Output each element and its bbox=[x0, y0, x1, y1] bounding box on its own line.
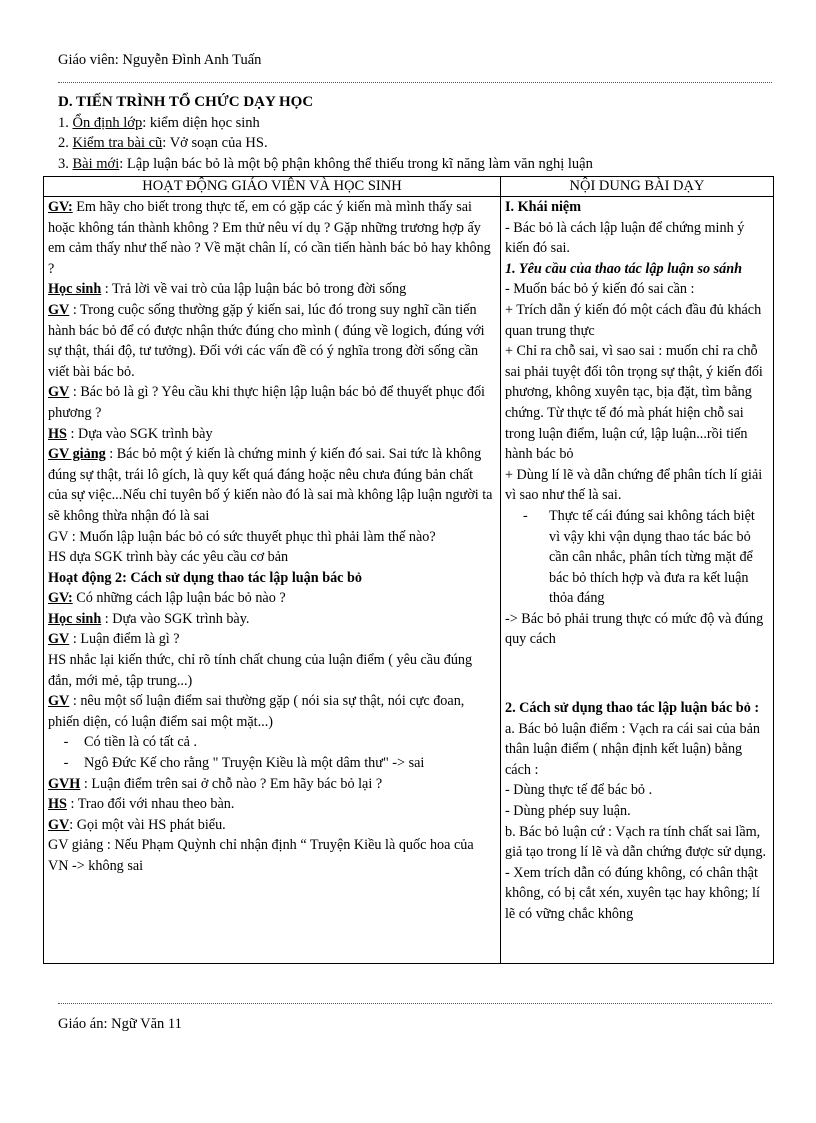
header-divider bbox=[58, 82, 772, 83]
paragraph-text: - Dùng phép suy luận. bbox=[504, 803, 631, 820]
paragraph-text: : Dựa vào SGK trình bày bbox=[66, 425, 213, 442]
paragraph-text: + Chỉ ra chỗ sai, vì sao sai : muốn chỉ ra chỗ sai phải tuyệt đối tôn trọng sự thật, ý kiến đối phương, không xuyên tạc, bịa đặt, tìm bằng chứng. Từ thực tế đó mà phát hiện chỗ sai trong luận điểm, luận cứ, lập luận...rồi tiến hành bác bỏ bbox=[504, 343, 763, 463]
paragraph-text: - Xem trích dẫn có đúng không, có chân thật không, có bị cắt xén, xuyên tạc hay không; lí lẽ có vững chắc không bbox=[504, 864, 760, 922]
paragraph-text: + Dùng lí lẽ và dẫn chứng để phân tích lí giải vì sao như thế là sai. bbox=[504, 466, 763, 504]
step-3: 3. Bài mới: Lập luận bác bỏ là một bộ phận không thể thiếu trong kĩ năng làm văn nghị luận bbox=[58, 156, 593, 172]
bullet-item bbox=[48, 732, 496, 753]
paragraph-text: HS dựa SGK trình bày các yêu cầu cơ bản bbox=[48, 549, 289, 566]
section-title: D. TIẾN TRÌNH TỔ CHỨC DẠY HỌC bbox=[58, 94, 314, 110]
paragraph bbox=[505, 863, 769, 925]
speaker-label: GV bbox=[48, 631, 70, 648]
paragraph-text: Có những cách lập luận bác bỏ nào ? bbox=[72, 590, 286, 607]
bold-heading: 2. Cách sử dụng thao tác lập luận bác bỏ : bbox=[504, 700, 760, 717]
bullet-item bbox=[505, 506, 769, 609]
activities-cell bbox=[44, 197, 501, 964]
speaker-label: GV giảng bbox=[48, 446, 106, 463]
paragraph-text: - Bác bỏ là cách lập luận để chứng minh ý kiến đó sai. bbox=[504, 219, 745, 257]
paragraph-text: : Dựa vào SGK trình bày. bbox=[101, 610, 250, 627]
paragraph-text: b. Bác bỏ luận cứ : Vạch ra tính chất sai lầm, giả tạo trong lí lẽ và dẫn chứng được sử dụng. bbox=[504, 823, 767, 861]
bold-heading: I. Khái niệm bbox=[504, 199, 582, 215]
speaker-label: GVH bbox=[48, 775, 81, 792]
teacher-name: Giáo viên: Nguyễn Đình Anh Tuấn bbox=[58, 52, 262, 68]
paragraph-text: : Trong cuộc sống thường gặp ý kiến sai, lúc đó trong suy nghĩ cần tiến hành bác bỏ để có được nhận thức đúng cho mình ( đúng về logich, đúng với sự thật, thái độ, tư tưởng). Đối với các vấn đề có ý nghĩa trong đời sống cần viết bài bác bỏ. bbox=[48, 301, 485, 380]
speaker-label: GV bbox=[48, 816, 70, 833]
paragraph-text: - Muốn bác bỏ ý kiến đó sai cần : bbox=[504, 281, 695, 298]
step-text: : Lập luận bác bỏ là một bộ phận không thể thiếu trong kĩ năng làm văn nghị luận bbox=[119, 156, 593, 172]
bullet-text: Ngô Đức Kế cho rằng " Truyện Kiều là một dâm thư" -> sai bbox=[84, 755, 425, 772]
paragraph bbox=[48, 815, 496, 836]
paragraph bbox=[48, 547, 496, 568]
content-list bbox=[505, 197, 769, 925]
column-header-activities: HOẠT ĐỘNG GIÁO VIÊN VÀ HỌC SINH bbox=[44, 177, 501, 197]
paragraph bbox=[505, 780, 769, 801]
paragraph bbox=[505, 822, 769, 863]
paragraph bbox=[48, 588, 496, 609]
bullet-text: Có tiền là có tất cả . bbox=[84, 734, 198, 751]
lesson-table bbox=[43, 176, 774, 964]
paragraph bbox=[48, 794, 496, 815]
paragraph-text: a. Bác bỏ luận điểm : Vạch ra cái sai của bản thân luận điểm ( nhận định kết luận) bằng cách : bbox=[504, 720, 760, 778]
paragraph bbox=[48, 691, 496, 732]
bullet-dash: - bbox=[63, 734, 69, 751]
speaker-label: HS bbox=[48, 425, 67, 442]
paragraph bbox=[48, 650, 496, 691]
paragraph bbox=[505, 300, 769, 341]
step-text: : kiểm diện học sinh bbox=[142, 115, 260, 131]
footer-text: Giáo án: Ngữ Văn 11 bbox=[58, 1016, 182, 1032]
speaker-label: GV bbox=[48, 693, 70, 710]
paragraph-text: HS nhắc lại kiến thức, chỉ rõ tính chất chung của luận điểm ( yêu cầu đúng đắn, mới mẻ, tập trung...) bbox=[48, 652, 473, 689]
paragraph bbox=[505, 719, 769, 781]
paragraph-text: : nêu một số luận điểm sai thường gặp ( nói sia sự thật, nói cực đoan, phiến diện, có luận điểm sai một mặt...) bbox=[48, 693, 465, 730]
bold-heading: Hoạt động 2: Cách sử dụng thao tác lập luận bác bỏ bbox=[48, 569, 363, 586]
paragraph bbox=[48, 527, 496, 548]
step-label: Bài mới bbox=[72, 156, 120, 172]
paragraph-text: -> Bác bỏ phải trung thực có mức độ và đúng quy cách bbox=[504, 610, 764, 648]
bullet-dash: - bbox=[63, 755, 69, 772]
step-1: 1. Ổn định lớp: kiểm diện học sinh bbox=[58, 115, 260, 131]
paragraph-text: : Luận điểm là gì ? bbox=[69, 631, 180, 648]
speaker-label: GV: bbox=[48, 199, 73, 215]
speaker-label: GV bbox=[48, 384, 70, 401]
paragraph bbox=[48, 609, 496, 630]
paragraph-text: : Bác bỏ là gì ? Yêu cầu khi thực hiện lập luận bác bỏ để thuyết phục đối phương ? bbox=[48, 384, 485, 421]
paragraph-text: : Trao đổi với nhau theo bàn. bbox=[66, 796, 235, 813]
paragraph-text: : Trả lời về vai trò của lập luận bác bỏ trong đời sống bbox=[101, 281, 407, 298]
paragraph bbox=[48, 629, 496, 650]
speaker-label: Học sinh bbox=[48, 281, 102, 298]
content-cell bbox=[500, 197, 773, 964]
paragraph bbox=[505, 801, 769, 822]
speaker-label: GV: bbox=[48, 590, 73, 607]
paragraph-text: - Dùng thực tế để bác bỏ . bbox=[504, 782, 653, 799]
paragraph bbox=[505, 341, 769, 465]
paragraph bbox=[48, 444, 496, 526]
paragraph-text: GV : Muốn lập luận bác bỏ có sức thuyết phục thì phải làm thế nào? bbox=[48, 528, 436, 545]
speaker-label: GV bbox=[48, 301, 70, 318]
paragraph bbox=[505, 609, 769, 650]
activities-list bbox=[48, 197, 496, 877]
spacer bbox=[505, 650, 769, 698]
column-header-content: NỘI DUNG BÀI DẠY bbox=[500, 177, 773, 197]
paragraph bbox=[48, 382, 496, 423]
bullet-text: Thực tế cái đúng sai không tách biệt vì vậy khi vận dụng thao tác bác bỏ cần cân nhắc, phân tích từng mặt để bác bỏ thích hợp và đưa ra kết luận thỏa đáng bbox=[548, 507, 755, 607]
paragraph bbox=[48, 197, 496, 279]
paragraph bbox=[48, 424, 496, 445]
paragraph-text: : Luận điểm trên sai ở chỗ nào ? Em hãy bác bỏ lại ? bbox=[80, 775, 383, 792]
paragraph bbox=[505, 465, 769, 506]
speaker-label: HS bbox=[48, 796, 67, 813]
paragraph-text: : Bác bỏ một ý kiến là chứng minh ý kiến đó sai. Sai tức là không đúng sự thật, trái lô gích, là quy kết quá đáng hoặc nêu chưa đúng bản chất của sự việc...Nếu chỉ tuyên bố ý kiến nào đó là sai mà không lập luận người ta sẽ không thừa nhận đó là sai bbox=[48, 446, 493, 524]
paragraph bbox=[48, 774, 496, 795]
paragraph-text: GV giảng : Nếu Phạm Quỳnh chỉ nhận định “ Truyện Kiều là quốc hoa của VN -> không sai bbox=[48, 837, 474, 874]
step-label: Kiểm tra bài cũ bbox=[72, 135, 163, 151]
step-text: : Vở soạn của HS. bbox=[162, 135, 268, 151]
footer-divider bbox=[58, 1003, 772, 1004]
paragraph-text: : Gọi một vài HS phát biểu. bbox=[69, 816, 226, 833]
paragraph-text: + Trích dẫn ý kiến đó một cách đầu đủ khách quan trung thực bbox=[504, 301, 762, 339]
paragraph-text: Em hãy cho biết trong thực tế, em có gặp các ý kiến mà mình thấy sai hoặc không tán thành không ? Em thử nêu ví dụ ? Gặp những trương hợp ấy em cảm thấy như thế nào ? Về mặt chân lí, có cần tiến hành bác bỏ hay không ? bbox=[48, 199, 491, 277]
step-label: Ổn định lớp bbox=[72, 115, 143, 131]
speaker-label: Học sinh bbox=[48, 610, 102, 627]
paragraph bbox=[505, 279, 769, 300]
bullet-dash: - bbox=[522, 507, 528, 524]
step-2: 2. Kiểm tra bài cũ: Vở soạn của HS. bbox=[58, 135, 268, 151]
bullet-item bbox=[48, 753, 496, 774]
subheading: 1. Yêu cầu của thao tác lập luận so sánh bbox=[504, 260, 742, 277]
paragraph bbox=[505, 218, 769, 259]
paragraph bbox=[48, 835, 496, 876]
paragraph bbox=[48, 300, 496, 382]
paragraph bbox=[48, 279, 496, 300]
